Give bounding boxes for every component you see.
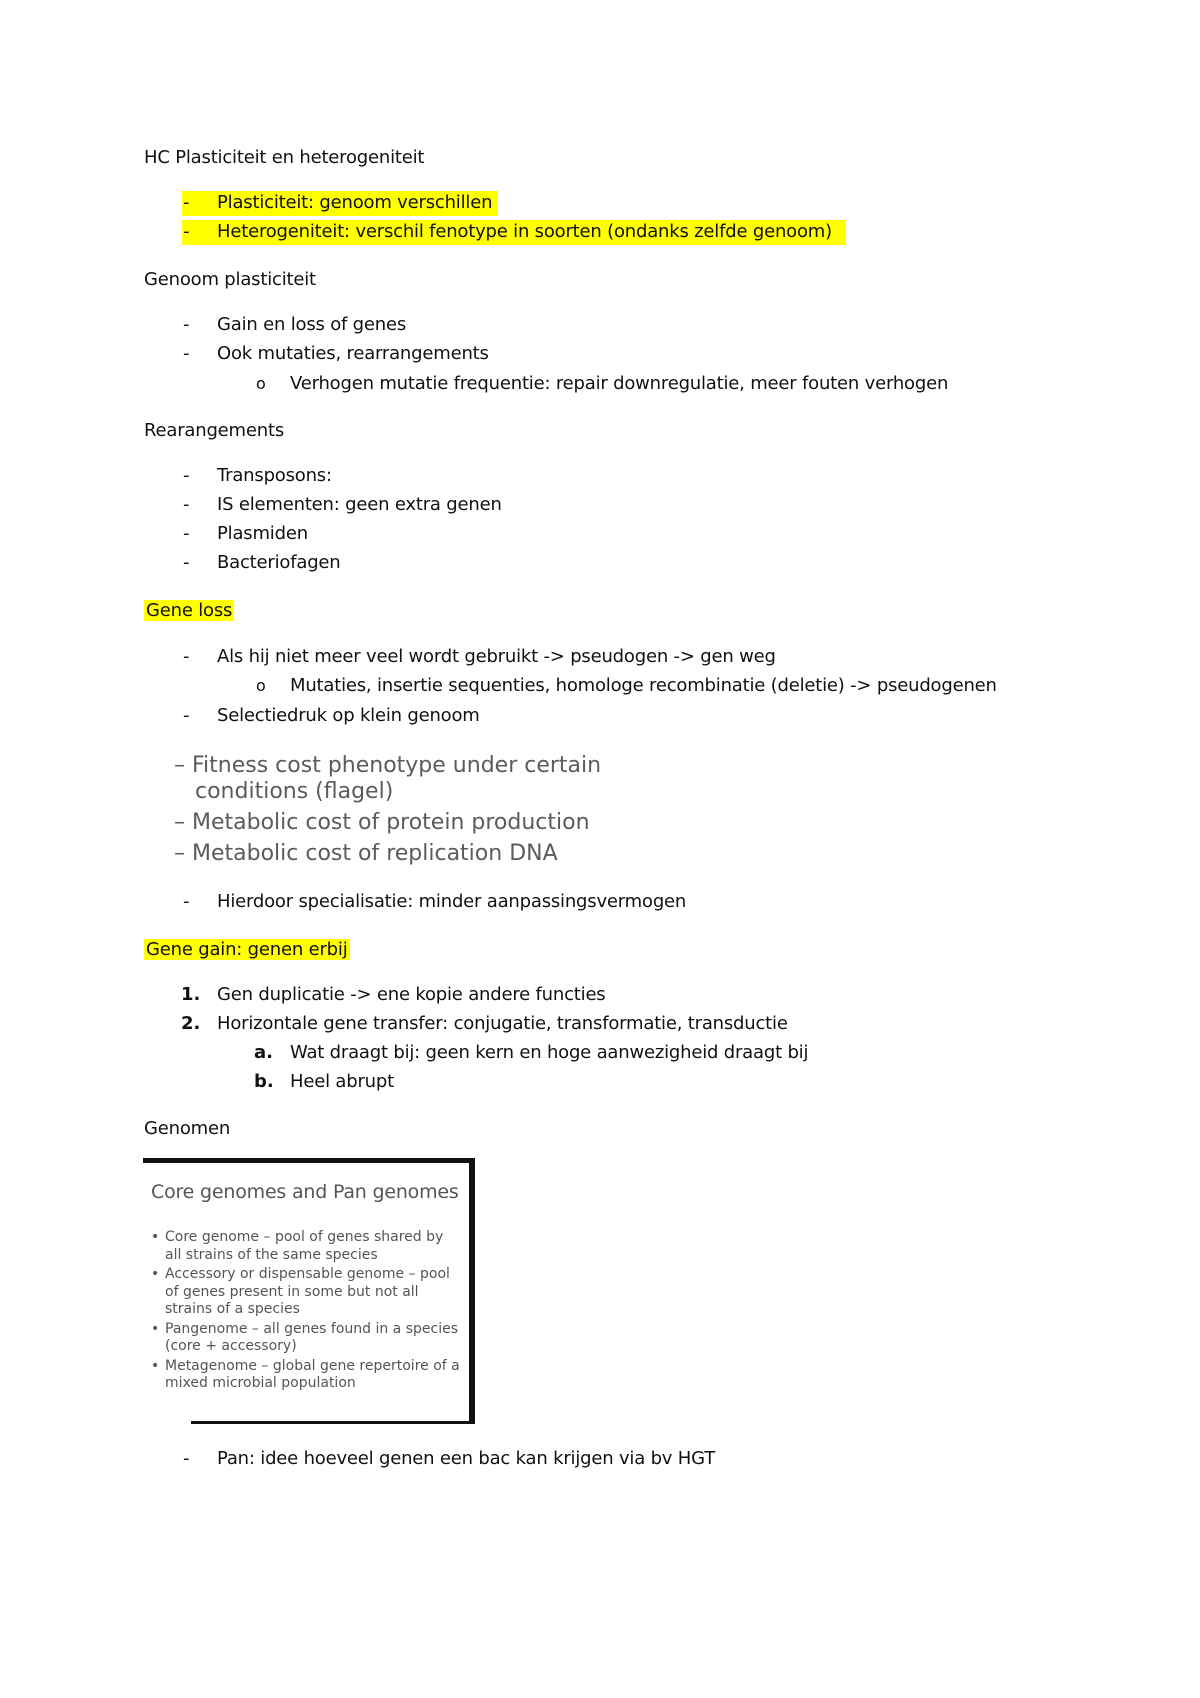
slide-bullet: • Accessory or dispensable genome – pool of genes present in some but not all strains of a species xyxy=(151,1266,463,1319)
slide-line: conditions (flagel) xyxy=(195,779,394,804)
list-dash: - xyxy=(183,192,190,213)
list-dash: - xyxy=(183,221,190,242)
list-dash: - xyxy=(183,465,190,486)
slide-line: – Fitness cost phenotype under certain xyxy=(174,753,602,778)
numbered-item: Horizontale gene transfer: conjugatie, transformatie, transductie xyxy=(217,1013,788,1034)
list-dash: - xyxy=(183,705,190,726)
section-heading-gene-loss xyxy=(144,599,234,623)
slide-bullet: • Core genome – pool of genes shared by all strains of the same species xyxy=(151,1229,463,1264)
list-item: Gain en loss of genes xyxy=(217,314,407,335)
list-letter: b. xyxy=(254,1071,274,1092)
list-dash: - xyxy=(183,314,190,335)
slide-bullet: • Metagenome – global gene repertoire of a mixed microbial population xyxy=(151,1358,463,1393)
list-dash: - xyxy=(183,646,190,667)
list-dash: - xyxy=(183,343,190,364)
document-title: HC Plasticiteit en heterogeniteit xyxy=(144,147,425,168)
border-gap xyxy=(143,1421,191,1424)
list-letter: a. xyxy=(254,1042,273,1063)
intro-item-heterogeniteit: Heterogeniteit: verschil fenotype in soorten (ondanks zelfde genoom) xyxy=(217,221,832,242)
circle-bullet: o xyxy=(256,374,266,393)
list-dash: - xyxy=(183,552,190,573)
list-item: Hierdoor specialisatie: minder aanpassingsvermogen xyxy=(217,891,687,912)
section-heading-gene-gain xyxy=(144,938,350,962)
intro-item-plasticiteit: Plasticiteit: genoom verschillen xyxy=(217,192,493,213)
list-dash: - xyxy=(183,1448,190,1469)
sub-list-item: Mutaties, insertie sequenties, homologe recombinatie (deletie) -> pseudogenen xyxy=(290,675,997,696)
highlighted-heading: Gene loss xyxy=(146,600,233,621)
list-item: Plasmiden xyxy=(217,523,308,544)
highlighted-heading: Gene gain: genen erbij xyxy=(146,939,348,960)
list-item: Selectiedruk op klein genoom xyxy=(217,705,480,726)
list-item: Ook mutaties, rearrangements xyxy=(217,343,489,364)
section-heading-genomen: Genomen xyxy=(144,1118,231,1139)
slide-bullet: • Pangenome – all genes found in a species (core + accessory) xyxy=(151,1321,463,1356)
list-item: Bacteriofagen xyxy=(217,552,341,573)
list-number: 1. xyxy=(181,984,201,1005)
lettered-item: Wat draagt bij: geen kern en hoge aanwezigheid draagt bij xyxy=(290,1042,809,1063)
list-dash: - xyxy=(183,523,190,544)
list-item: Transposons: xyxy=(217,465,332,486)
slide-image-core-pan-genomes xyxy=(143,1158,475,1424)
list-item: IS elementen: geen extra genen xyxy=(217,494,502,515)
numbered-item: Gen duplicatie -> ene kopie andere functies xyxy=(217,984,606,1005)
section-heading-rearangements: Rearangements xyxy=(144,420,284,441)
list-number: 2. xyxy=(181,1013,201,1034)
slide-bullet-list xyxy=(151,1229,463,1395)
sub-list-item: Verhogen mutatie frequentie: repair downregulatie, meer fouten verhogen xyxy=(290,373,949,394)
list-dash: - xyxy=(183,494,190,515)
slide-line: – Metabolic cost of protein production xyxy=(174,810,590,835)
list-item: Pan: idee hoeveel genen een bac kan krijgen via bv HGT xyxy=(217,1448,716,1469)
circle-bullet: o xyxy=(256,676,266,695)
list-item: Als hij niet meer veel wordt gebruikt -> pseudogen -> gen weg xyxy=(217,646,776,667)
slide-line: – Metabolic cost of replication DNA xyxy=(174,841,558,866)
lettered-item: Heel abrupt xyxy=(290,1071,394,1092)
list-dash: - xyxy=(183,891,190,912)
section-heading-genoom-plasticiteit: Genoom plasticiteit xyxy=(144,269,316,290)
slide-title: Core genomes and Pan genomes xyxy=(151,1181,459,1203)
